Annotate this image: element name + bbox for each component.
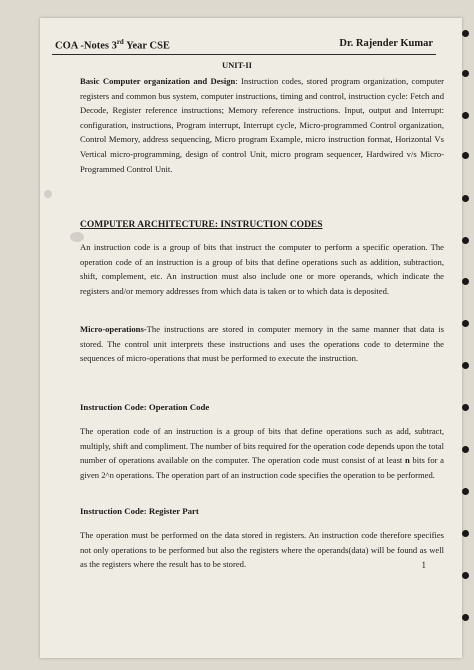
punch-hole	[462, 530, 469, 537]
intro-lead: Basic Computer organization and Design	[80, 76, 236, 86]
binder-holes	[456, 20, 472, 650]
punch-hole	[462, 572, 469, 579]
punch-hole	[462, 362, 469, 369]
course-title-suffix: Year CSE	[123, 40, 170, 52]
section-title: COMPUTER ARCHITECTURE: INSTRUCTION CODES	[80, 220, 323, 230]
intro-paragraph	[80, 74, 444, 176]
unit-title: UNIT-II	[222, 60, 252, 70]
punch-hole	[462, 70, 469, 77]
heading-operation-code: Instruction Code: Operation Code	[80, 402, 210, 412]
header-rule	[52, 54, 436, 55]
punch-hole	[462, 278, 469, 285]
page-header	[55, 38, 433, 54]
opcode-text-b: bits for a given 2^n operations. The operation part of an instruction code specifies the operation to be performed.	[80, 455, 444, 480]
paragraph-register-part: The operation must be performed on the data stored in registers. An instruction code therefore specifies not only operations to be performed but also the registers where the operands(data) will be found as well as the registers where the result has to be stored.	[80, 530, 444, 570]
punch-hole	[462, 446, 469, 453]
punch-hole	[462, 614, 469, 621]
page-number: 1	[421, 560, 426, 570]
punch-hole	[462, 152, 469, 159]
punch-hole	[462, 320, 469, 327]
micro-operations-text: The instructions are stored in computer memory in the same manner that data is stored. The control unit interprets these instructions and uses the operations code to determine the sequences of micro-operations that must be performed to execute the instruction.	[80, 324, 444, 364]
punch-hole	[462, 112, 469, 119]
paragraph-instruction-code: An instruction code is a group of bits that instruct the computer to perform a specific operation. The operation code of an instruction is a group of bits that define operations such as addition, subtraction, shift, complement, etc. An instruction must also include one or more operands, which indicate the registers and/or memory addresses from which data is taken or to which data is deposited.	[80, 242, 444, 296]
course-title	[55, 38, 170, 52]
punch-hole	[462, 404, 469, 411]
punch-hole	[462, 195, 469, 202]
opcode-n: n	[404, 455, 410, 466]
course-title-sup: rd	[116, 38, 124, 46]
paragraph-operation-code	[80, 424, 444, 482]
author-name: Dr. Rajender Kumar	[339, 38, 433, 49]
intro-text: : Instruction codes, stored program organization, computer registers and common bus system, computer instructions, timing and control, instruction cycle: Fetch and Decode, Register reference instructions; Memory reference instructions. Input, output and Interrupt: configuration, instructions, Program interrupt, Interrupt cycle, Micro-programmed Control organization, Control Memory, address sequencing, Micro program Example, micro instruction format, Horizontal Vs Vertical micro-programming, design of control Unit, micro program sequencer, Hardwired v/s Micro-Programmed Control Unit.	[80, 76, 445, 174]
punch-hole	[462, 488, 469, 495]
heading-register-part: Instruction Code: Register Part	[80, 506, 199, 516]
punch-hole	[462, 237, 469, 244]
course-title-prefix: COA -Notes 3	[55, 40, 117, 52]
paragraph-micro-operations	[80, 322, 444, 366]
punch-hole	[462, 30, 469, 37]
ink-smudge	[44, 190, 52, 198]
micro-operations-lead: Micro-operations-	[80, 324, 147, 334]
opcode-text-a: The operation code of an instruction is a group of bits that define operations such as add, subtract, multiply, shift and compliment. The number of bits required for the operation code depends upon the total number of operations available on the computer. The operation code must consist of at least	[80, 426, 444, 466]
